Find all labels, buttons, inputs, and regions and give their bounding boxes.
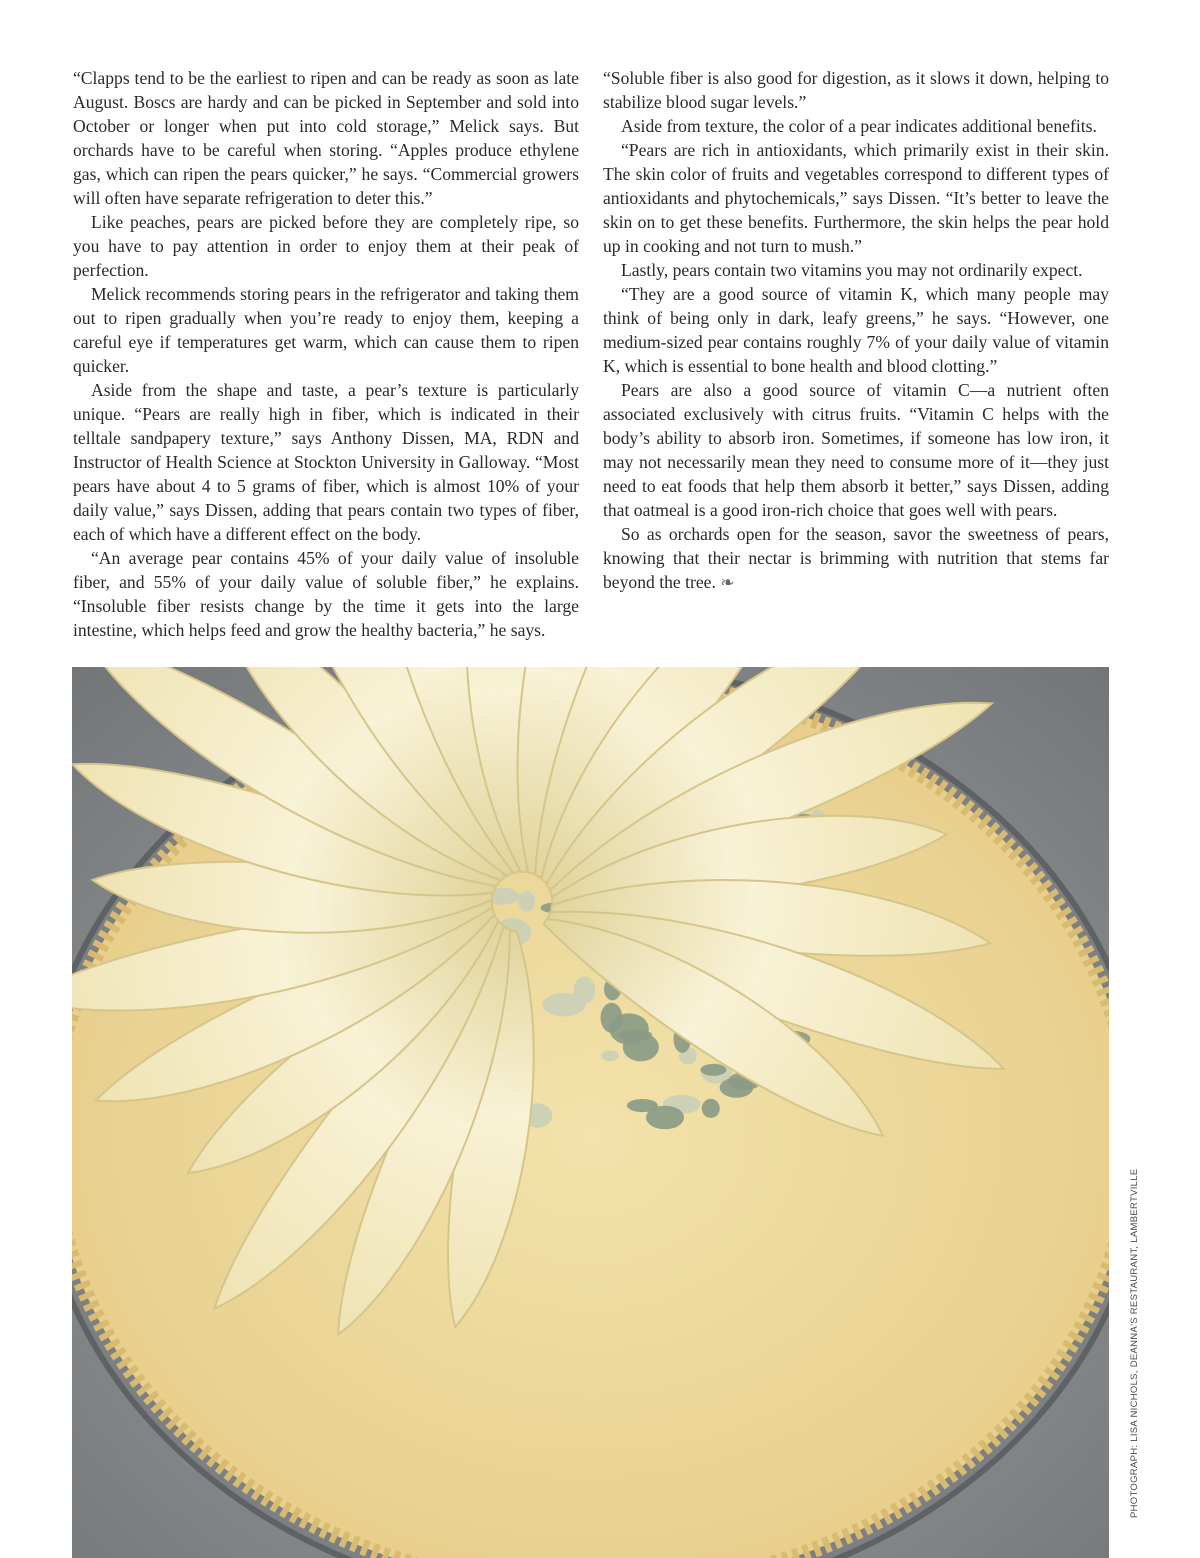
paragraph: “Pears are rich in antioxidants, which primarily exist in their skin. The skin color of fruits and vegetables correspond to different types of antioxidants and phytochemicals,” says Dissen. “It’s better to leave the skin on to get these benefits. Furthermore, the skin helps the pear hold up in cooking and not turn to mush.”: [603, 140, 1109, 256]
paragraph: Lastly, pears contain two vitamins you may not ordinarily expect.: [621, 260, 1083, 280]
end-ornament-icon: ❧: [720, 573, 735, 592]
pear-tart-photo: [72, 667, 1109, 1558]
paragraph: Pears are also a good source of vitamin C—a nutrient often associated exclusively with citrus fruits. “Vitamin C helps with the body’s ability to absorb iron. Sometimes, if someone has low iron, it may not necessarily mean they need to consume more of it—they just need to eat foods that help them absorb it better,” says Dissen, adding that oatmeal is a good iron-rich choice that goes well with pears.: [603, 380, 1109, 520]
paragraph: Aside from texture, the color of a pear indicates additional benefits.: [621, 116, 1097, 136]
cheese-crumble: [623, 1033, 659, 1061]
article-column-right: [603, 66, 1109, 595]
paragraph: “An average pear contains 45% of your daily value of insoluble fiber, and 55% of your daily value of soluble fiber,” he explains. “Insoluble fiber resists change by the time it gets into the large intestine, which helps feed and grow the healthy bacteria,” he says.: [73, 548, 579, 640]
paragraph-text: So as orchards open for the season, savor the sweetness of pears, knowing that their nectar is brimming with nutrition that stems far beyond the tree.: [603, 524, 1109, 592]
article-column-left: [73, 66, 579, 642]
paragraph: Like peaches, pears are picked before they are completely ripe, so you have to pay attention in order to enjoy them at their peak of perfection.: [73, 212, 579, 280]
cheese-crumble: [702, 1099, 720, 1118]
paragraph: “Soluble fiber is also good for digestion, as it slows it down, helping to stabilize blood sugar levels.”: [603, 68, 1109, 112]
paragraph: Melick recommends storing pears in the refrigerator and taking them out to ripen gradually when you’re ready to enjoy them, keeping a careful eye if temperatures get warm, which can cause them to ripen quicker.: [73, 284, 579, 376]
paragraph: Aside from the shape and taste, a pear’s texture is particularly unique. “Pears are really high in fiber, which is indicated in their telltale sandpapery texture,” says Anthony Dissen, MA, RDN and Instructor of Health Science at Stockton University in Galloway. “Most pears have about 4 to 5 grams of fiber, which is almost 10% of your daily value,” says Dissen, adding that pears contain two types of fiber, each of which have a different effect on the body.: [73, 380, 579, 544]
cheese-crumble: [518, 891, 535, 912]
paragraph: “Clapps tend to be the earliest to ripen and can be ready as soon as late August. Boscs are hardy and can be picked in September and sold into October or longer when put into cold storage,” Melick says. But orchards have to be careful when storing. “Apples produce ethylene gas, which can ripen the pears quicker,” he says. “Commercial growers will often have separate refrigeration to deter this.”: [73, 68, 579, 208]
pear-tart-icon: [72, 667, 1109, 1558]
cheese-crumble: [601, 1050, 618, 1061]
cheese-crumble: [601, 1003, 623, 1033]
photo-credit: PHOTOGRAPH: LISA NICHOLS, DEANNA'S RESTAURANT, LAMBERTVILLE: [1129, 1168, 1140, 1518]
cheese-crumble: [574, 976, 595, 1004]
paragraph: “They are a good source of vitamin K, which many people may think of being only in dark, leafy greens,” he says. “However, one medium-sized pear contains roughly 7% of your daily value of vitamin K, which is essential to bone health and blood clotting.”: [603, 284, 1109, 376]
paragraph: [603, 522, 1109, 595]
cheese-crumble: [627, 1099, 658, 1112]
cheese-crumble: [700, 1064, 726, 1076]
